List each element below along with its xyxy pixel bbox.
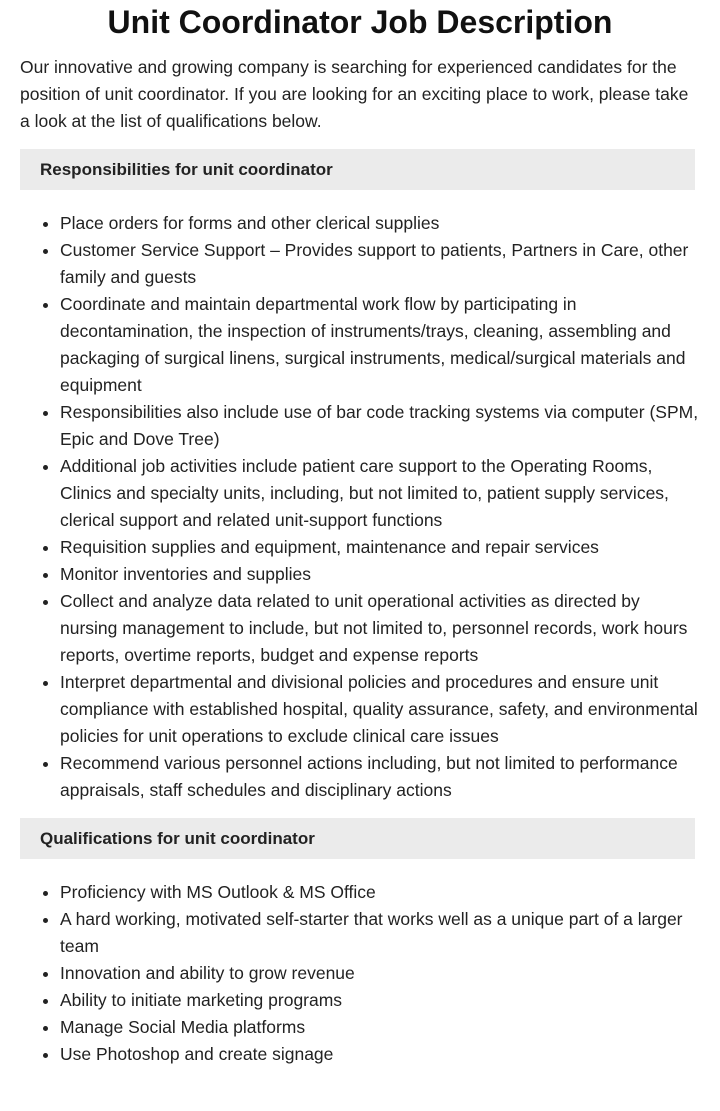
list-item: • Customer Service Support – Provides support to patients, Partners in Care, other family and guests <box>60 237 700 291</box>
intro-paragraph: Our innovative and growing company is searching for experienced candidates for the position of unit coordinator. If you are looking for an exciting place to work, please take a look at the list of qualifications below. <box>20 57 689 131</box>
page-title: Unit Coordinator Job Description <box>107 4 613 40</box>
list-item: • Innovation and ability to grow revenue <box>60 960 700 987</box>
list-item: • Ability to initiate marketing programs <box>60 987 700 1014</box>
list-item: • Monitor inventories and supplies <box>60 561 700 588</box>
list-item: • Responsibilities also include use of bar code tracking systems via computer (SPM, Epic and Dove Tree) <box>60 399 700 453</box>
list-item: • Collect and analyze data related to unit operational activities as directed by nursing management to include, but not limited to, personnel records, work hours reports, overtime reports, budget and expense reports <box>60 588 700 669</box>
responsibilities-list <box>0 210 700 804</box>
list-item: • Recommend various personnel actions including, but not limited to performance appraisals, staff schedules and disciplinary actions <box>60 750 700 804</box>
list-item: • Requisition supplies and equipment, maintenance and repair services <box>60 534 700 561</box>
list-item: • Additional job activities include patient care support to the Operating Rooms, Clinics and specialty units, including, but not limited to, patient supply services, clerical support and related unit-support functions <box>60 453 700 534</box>
list-item: • Place orders for forms and other clerical supplies <box>60 210 700 237</box>
list-item: • Coordinate and maintain departmental work flow by participating in decontamination, the inspection of instruments/trays, cleaning, assembling and packaging of surgical linens, surgical instruments, medical/surgical materials and equipment <box>60 291 700 399</box>
list-item: • Manage Social Media platforms <box>60 1014 700 1041</box>
list-item: • A hard working, motivated self-starter that works well as a unique part of a larger team <box>60 906 700 960</box>
responsibilities-heading: Responsibilities for unit coordinator <box>20 149 695 190</box>
list-item: • Interpret departmental and divisional policies and procedures and ensure unit compliance with established hospital, quality assurance, safety, and environmental policies for unit operations to exclude clinical care issues <box>60 669 700 750</box>
list-item: • Use Photoshop and create signage <box>60 1041 700 1068</box>
qualifications-list <box>0 879 700 1068</box>
list-item: • Proficiency with MS Outlook & MS Office <box>60 879 700 906</box>
qualifications-heading: Qualifications for unit coordinator <box>20 818 695 859</box>
